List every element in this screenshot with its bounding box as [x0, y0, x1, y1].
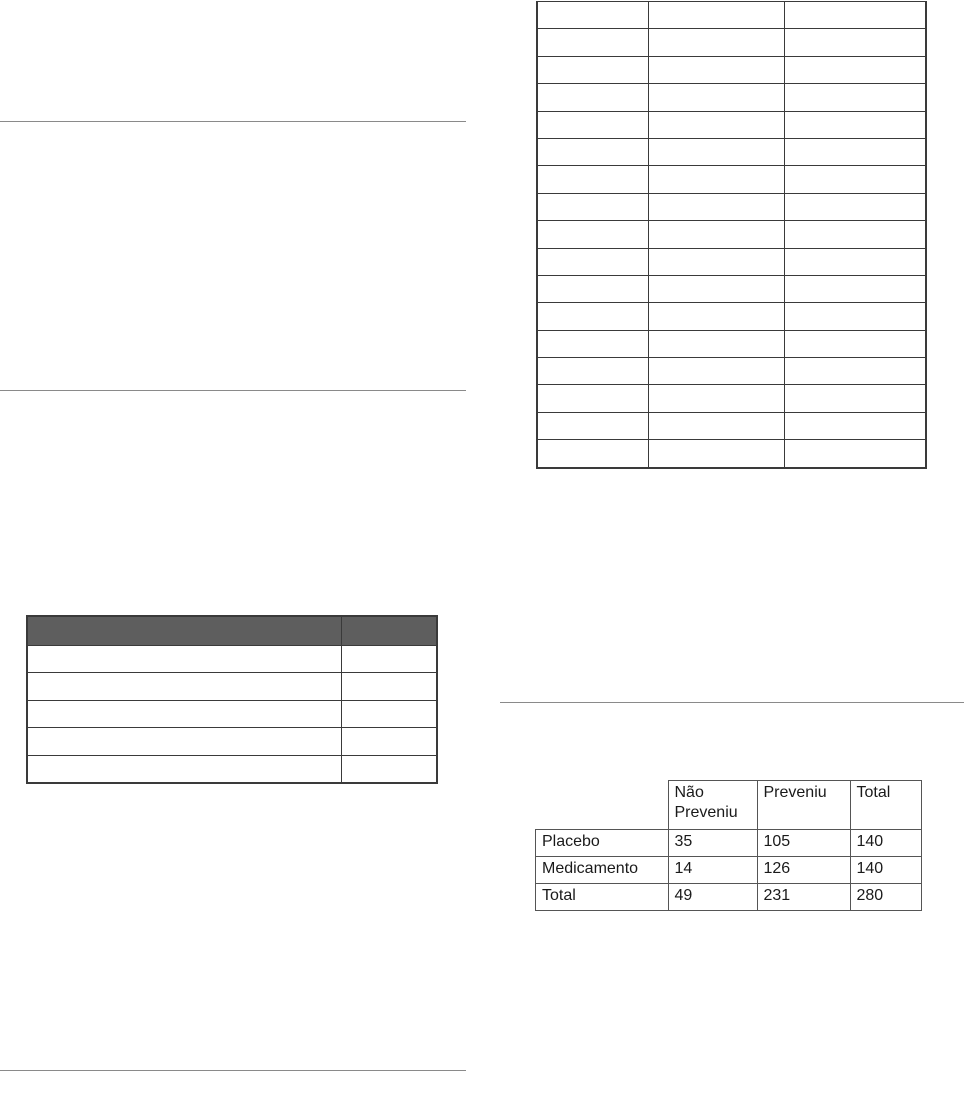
table-cell [649, 56, 785, 83]
table-row [537, 221, 926, 248]
table-cell: 140 [850, 830, 921, 857]
table-cell [537, 412, 649, 439]
table-row [537, 275, 926, 302]
table-row [537, 385, 926, 412]
table-cell [785, 221, 927, 248]
table-row [537, 440, 926, 468]
table-cell [342, 700, 438, 727]
table-cell [537, 221, 649, 248]
table-row [537, 193, 926, 220]
table-cell [649, 385, 785, 412]
table-cell [27, 755, 342, 783]
table-cell [785, 385, 927, 412]
table-cell [649, 303, 785, 330]
table-row [27, 673, 437, 700]
row-label: Medicamento [536, 857, 669, 884]
table-row [537, 330, 926, 357]
table-cell [649, 412, 785, 439]
table-row [536, 884, 922, 911]
table-row [537, 358, 926, 385]
table-cell: 140 [850, 857, 921, 884]
table-row [537, 56, 926, 83]
table-row [537, 412, 926, 439]
table-cell: 14 [668, 857, 757, 884]
table-cell [537, 440, 649, 468]
divider-2 [0, 390, 466, 391]
table-row [27, 700, 437, 727]
table-cell [785, 275, 927, 302]
divider-1 [0, 121, 466, 122]
table-cell [649, 330, 785, 357]
column-header: Total [850, 781, 921, 830]
table-cell [537, 111, 649, 138]
divider-3 [0, 1070, 466, 1071]
table-cell: 105 [757, 830, 850, 857]
table-cell [537, 385, 649, 412]
table-cell [27, 673, 342, 700]
table-row [27, 646, 437, 673]
table-row [537, 84, 926, 111]
table-cell [649, 2, 785, 29]
table-cell [649, 111, 785, 138]
table-cell [785, 111, 927, 138]
header-row [27, 616, 437, 646]
table-cell [537, 2, 649, 29]
table-cell [785, 56, 927, 83]
row-label: Placebo [536, 830, 669, 857]
table-cell [342, 673, 438, 700]
table-cell [537, 138, 649, 165]
contingency-table [535, 780, 922, 911]
table-cell [537, 358, 649, 385]
table-cell [342, 728, 438, 755]
table-cell [27, 700, 342, 727]
table-cell: 126 [757, 857, 850, 884]
table-row [536, 830, 922, 857]
table-cell [785, 2, 927, 29]
table-cell [537, 29, 649, 56]
table-row [537, 166, 926, 193]
corner-cell [536, 781, 669, 830]
table-cell [649, 166, 785, 193]
grid-table [536, 1, 927, 469]
table-cell [785, 330, 927, 357]
table-cell [649, 29, 785, 56]
table-cell [537, 84, 649, 111]
table-cell [537, 303, 649, 330]
contingency-header-row [536, 781, 922, 830]
table-cell [785, 358, 927, 385]
table-row [537, 303, 926, 330]
table-cell [649, 221, 785, 248]
header-table [26, 615, 438, 784]
table-cell [785, 84, 927, 111]
table-cell [27, 728, 342, 755]
table-row [537, 2, 926, 29]
divider-4 [500, 702, 964, 703]
table-row [537, 138, 926, 165]
table-row [27, 728, 437, 755]
table-cell: 49 [668, 884, 757, 911]
table-cell [785, 440, 927, 468]
table-cell [649, 440, 785, 468]
table-cell [785, 248, 927, 275]
table-cell [649, 84, 785, 111]
table-cell [27, 646, 342, 673]
table-cell [649, 248, 785, 275]
table-cell [537, 275, 649, 302]
column-header: Não Preveniu [668, 781, 757, 830]
row-label: Total [536, 884, 669, 911]
table-cell [785, 166, 927, 193]
table-row [536, 857, 922, 884]
table-cell [342, 755, 438, 783]
table-cell [649, 193, 785, 220]
table-cell: 231 [757, 884, 850, 911]
table-cell [649, 358, 785, 385]
table-row [537, 111, 926, 138]
table-row [27, 755, 437, 783]
table-cell [537, 166, 649, 193]
table-cell [649, 138, 785, 165]
table-cell [342, 646, 438, 673]
table-cell [785, 303, 927, 330]
table-cell [785, 29, 927, 56]
table-cell [537, 248, 649, 275]
table-cell [785, 138, 927, 165]
table-cell: 35 [668, 830, 757, 857]
table-cell: 280 [850, 884, 921, 911]
table-row [537, 248, 926, 275]
table-cell [537, 330, 649, 357]
table-cell [785, 412, 927, 439]
table-cell [785, 193, 927, 220]
column-header: Preveniu [757, 781, 850, 830]
table-cell [537, 193, 649, 220]
table-cell [649, 275, 785, 302]
table-row [537, 29, 926, 56]
table-cell [537, 56, 649, 83]
